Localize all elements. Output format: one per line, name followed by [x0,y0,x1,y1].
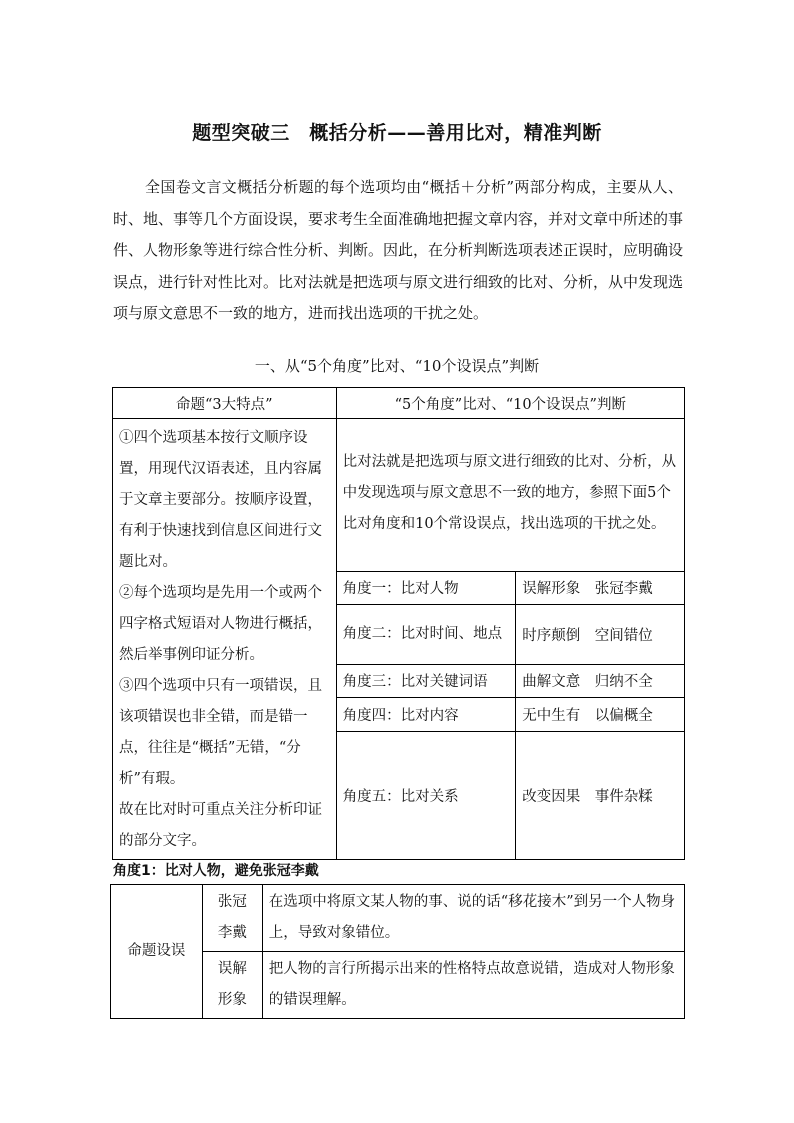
angle-cell: 角度二：比对时间、地点 [336,605,516,665]
header-method: “5个角度”比对、“10个设误点”判断 [336,388,684,419]
error-cell: 无中生有 以偏概全 [516,698,685,731]
error-type-description: 把人物的言行所揭示出来的性格特点故意说错，造成对人物形象的错误理解。 [262,952,684,1019]
features-cell [113,419,337,860]
category-label: 命题设误 [111,885,203,1019]
angle-cell: 角度五：比对关系 [336,731,516,859]
intro-paragraph: 全国卷文言文概括分析题的每个选项均由“概括＋分析”两部分构成，主要从人、时、地、事等几个方面设误，要求考生全面准确地把握文章内容，并对文章中所述的事件、人物形象等进行综合性分析、判断。因此，在分析判断选项表述正误时，应明确设误点，进行针对性比对。比对法就是把选项与原文进行细致的比对、分析，从中发现选项与原文意思不一致的地方，进而找出选项的干扰之处。 [113,178,684,322]
angle1-heading: 角度1：比对人物，避免张冠李戴 [113,863,319,879]
feature-item: 故在比对时可重点关注分析印证的部分文字。 [119,802,322,849]
section-heading: 一、从“5个角度”比对、“10个设误点”判断 [254,357,540,375]
angle-cell: 角度一：比对人物 [336,571,516,604]
feature-item: ③四个选项中只有一项错误，且该项错误也非全错，而是错一点，往往是“概括”无错，“分析”有瑕。 [119,678,322,787]
page-title: 题型突破三 概括分析——善用比对，精准判断 [192,122,602,144]
error-cell: 改变因果 事件杂糅 [516,731,685,859]
header-features: 命题“3大特点” [113,388,337,419]
error-cell: 时序颠倒 空间错位 [516,605,685,665]
error-cell: 曲解文意 归纳不全 [516,664,685,697]
error-cell: 误解形象 张冠李戴 [516,571,685,604]
comparison-table [112,387,685,860]
error-type-label: 误解形象 [202,952,262,1019]
feature-item: ②每个选项均是先用一个或两个四字格式短语对人物进行概括，然后举事例印证分析。 [119,585,322,663]
method-description: 比对法就是把选项与原文进行细致的比对、分析，从中发现选项与原文意思不一致的地方，参照下面5个比对角度和10个常设误点，找出选项的干扰之处。 [336,419,684,572]
feature-item: ①四个选项基本按行文顺序设置，用现代汉语表述，且内容属于文章主要部分。按顺序设置，有利于快速找到信息区间进行文题比对。 [119,430,322,570]
error-type-description: 在选项中将原文某人物的事、说的话“移花接木”到另一个人物身上，导致对象错位。 [262,885,684,952]
error-type-label: 张冠李戴 [202,885,262,952]
error-type-table [110,884,685,1019]
angle-cell: 角度三：比对关键词语 [336,664,516,697]
angle-cell: 角度四：比对内容 [336,698,516,731]
